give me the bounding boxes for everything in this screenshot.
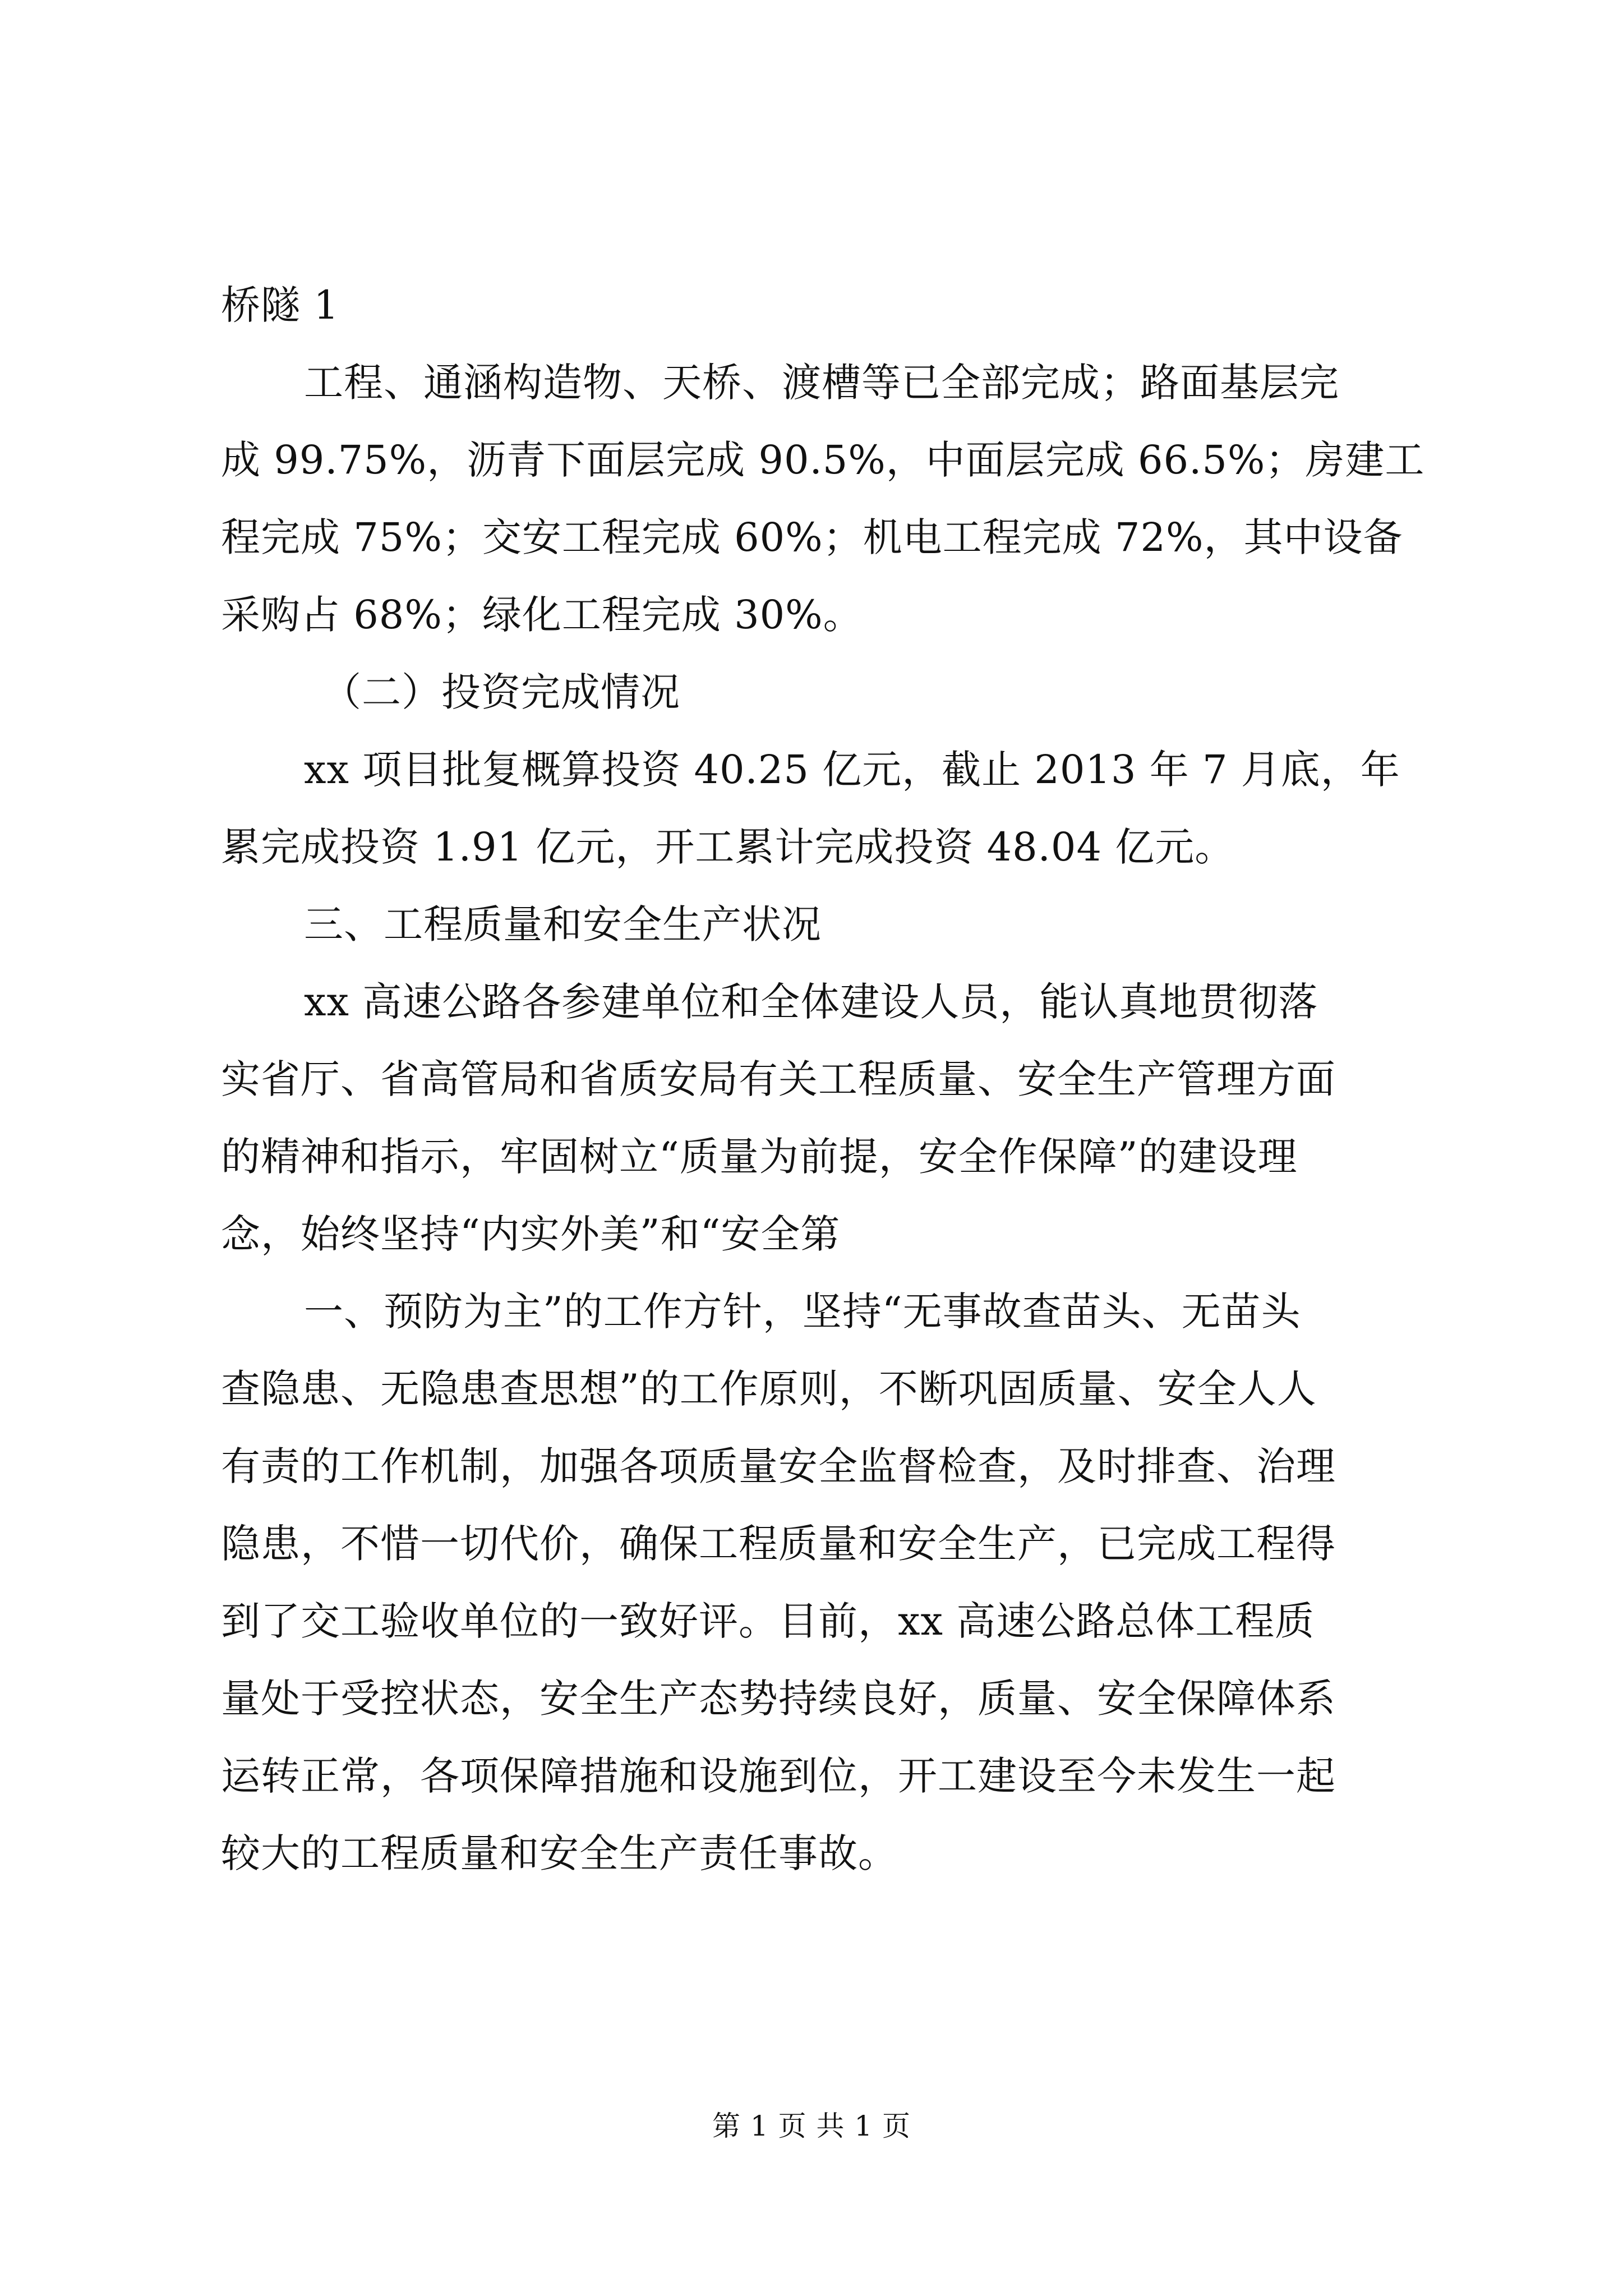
paragraph-line: 一、预防为主”的工作方针，坚持“无事故查苗头、无苗头	[304, 1289, 1301, 1335]
paragraph-line: 工程、通涵构造物、天桥、渡槽等已全部完成；路面基层完	[304, 360, 1339, 406]
paragraph-line: 实省厅、省高管局和省质安局有关工程质量、安全生产管理方面	[221, 1056, 1336, 1102]
paragraph-line: 较大的工程质量和安全生产责任事故。	[221, 1830, 898, 1876]
paragraph-progress	[221, 344, 1427, 654]
section-investment-title: （二）投资完成情况	[322, 669, 680, 715]
paragraph-line: xx 项目批复概算投资 40.25 亿元，截止 2013 年 7 月底，年	[304, 747, 1400, 793]
paragraph-investment	[221, 731, 1427, 886]
paragraph-line: 念，始终坚持“内实外美”和“安全第	[221, 1211, 841, 1257]
paragraph-line: 程完成 75%；交安工程完成 60%；机电工程完成 72%，其中设备	[221, 514, 1403, 560]
paragraph-line: 运转正常，各项保障措施和设施到位，开工建设至今未发生一起	[221, 1753, 1336, 1799]
paragraph-working-principles	[221, 1273, 1427, 1892]
heading-line: 桥隧 1	[221, 282, 339, 328]
paragraph-line: 的精神和指示，牢固树立“质量为前提，安全作保障”的建设理	[221, 1134, 1298, 1180]
paragraph-line: xx 高速公路各参建单位和全体建设人员，能认真地贯彻落	[304, 979, 1318, 1025]
page-footer: 第 1 页 共 1 页	[712, 2110, 911, 2142]
paragraph-line: 采购占 68%；绿化工程完成 30%。	[221, 592, 863, 638]
paragraph-line: 累完成投资 1.91 亿元，开工累计完成投资 48.04 亿元。	[221, 824, 1235, 870]
document-body	[221, 266, 1427, 1892]
paragraph-line: 查隐患、无隐患查思想”的工作原则，不断巩固质量、安全人人	[221, 1366, 1317, 1412]
paragraph-line: 到了交工验收单位的一致好评。目前，xx 高速公路总体工程质	[221, 1598, 1315, 1644]
paragraph-line: 成 99.75%，沥青下面层完成 90.5%，中面层完成 66.5%；房建工	[221, 437, 1425, 483]
paragraph-line: 量处于受控状态，安全生产态势持续良好，质量、安全保障体系	[221, 1676, 1336, 1722]
paragraph-line: 隐患，不惜一切代价，确保工程质量和安全生产，已完成工程得	[221, 1521, 1336, 1567]
section-quality-safety-title: 三、工程质量和安全生产状况	[304, 901, 822, 947]
paragraph-quality-safety	[221, 963, 1427, 1273]
paragraph-line: 有责的工作机制，加强各项质量安全监督检查，及时排查、治理	[221, 1443, 1336, 1489]
